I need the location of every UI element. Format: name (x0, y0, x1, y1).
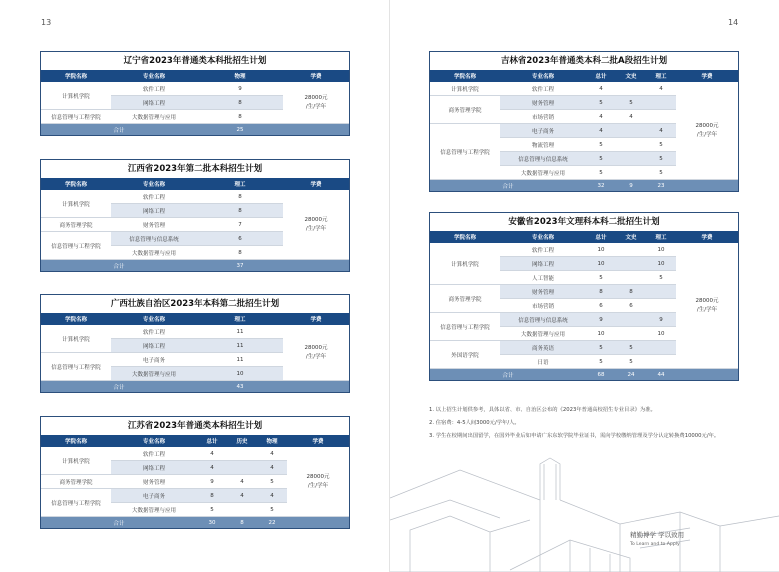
value-cell: 4 (227, 489, 257, 503)
major-cell: 大数据管理与应用 (111, 367, 197, 381)
value-cell (646, 355, 676, 369)
tuition-cell: 28000元 /生/学年 (283, 325, 349, 381)
value-cell: 8 (197, 489, 227, 503)
total-label: 合计 (430, 180, 586, 192)
value-cell: 8 (197, 110, 283, 124)
header-tuition: 学费 (287, 435, 349, 447)
value-cell: 10 (646, 257, 676, 271)
header-science: 理工 (197, 178, 283, 190)
college-cell: 信息管理与工程学院 (430, 124, 500, 180)
header-science: 理工 (197, 313, 283, 325)
value-cell: 5 (586, 355, 616, 369)
total-value: 8 (227, 517, 257, 529)
value-cell (616, 327, 646, 341)
college-cell: 计算机学院 (41, 190, 111, 218)
major-cell: 信息管理与信息系统 (500, 152, 586, 166)
table-jiangxi (40, 159, 350, 272)
major-cell: 市场营销 (500, 110, 586, 124)
header-college: 学院名称 (41, 313, 111, 325)
value-cell: 5 (646, 138, 676, 152)
major-cell: 信息管理与信息系统 (500, 313, 586, 327)
header-major: 专业名称 (111, 435, 197, 447)
value-cell: 5 (197, 503, 227, 517)
header-major: 专业名称 (500, 231, 586, 243)
note-2: 2. 住宿费：4-5人间3000元/学年/人。 (429, 420, 520, 426)
header-major: 专业名称 (500, 70, 586, 82)
table-jilin (429, 51, 739, 192)
major-cell: 信息管理与信息系统 (111, 232, 197, 246)
tuition-cell: 28000元 /生/学年 (283, 82, 349, 124)
major-cell: 网络工程 (111, 339, 197, 353)
value-cell: 4 (197, 447, 227, 461)
header-total: 总计 (586, 70, 616, 82)
total-row (430, 180, 738, 192)
total-value: 68 (586, 369, 616, 381)
college-cell: 外国语学院 (430, 341, 500, 369)
header-tuition: 学费 (283, 70, 349, 82)
college-cell: 商务管理学院 (41, 475, 111, 489)
major-cell: 软件工程 (500, 82, 586, 96)
value-cell: 11 (197, 339, 283, 353)
total-row (430, 369, 738, 381)
table-liaoning (40, 51, 350, 136)
header-science: 理工 (646, 231, 676, 243)
header-college: 学院名称 (430, 231, 500, 243)
total-row (41, 381, 349, 393)
tuition-cell: 28000元 /生/学年 (287, 447, 349, 517)
header-major: 专业名称 (111, 70, 197, 82)
header-arts: 文史 (616, 70, 646, 82)
value-cell: 4 (257, 461, 287, 475)
total-value: 9 (616, 180, 646, 192)
total-value: 22 (257, 517, 287, 529)
school-motto-english: To Learn and to Apply (630, 542, 680, 547)
header-tuition: 学费 (283, 313, 349, 325)
value-cell: 8 (586, 285, 616, 299)
total-label: 合计 (41, 260, 197, 272)
value-cell (227, 461, 257, 475)
value-cell: 11 (197, 325, 283, 339)
value-cell: 5 (616, 355, 646, 369)
table-row (41, 82, 349, 96)
table-guangxi (40, 294, 350, 393)
major-cell: 大数据管理与应用 (500, 166, 586, 180)
header-college: 学院名称 (41, 178, 111, 190)
value-cell (616, 243, 646, 257)
value-cell (646, 285, 676, 299)
major-cell: 电子商务 (111, 489, 197, 503)
header-history: 历史 (227, 435, 257, 447)
value-cell: 7 (197, 218, 283, 232)
college-cell: 商务管理学院 (430, 96, 500, 124)
total-value: 23 (646, 180, 676, 192)
major-cell: 软件工程 (111, 82, 197, 96)
major-cell: 市场营销 (500, 299, 586, 313)
value-cell: 6 (197, 232, 283, 246)
value-cell (646, 96, 676, 110)
college-cell: 信息管理与工程学院 (430, 313, 500, 341)
value-cell: 4 (586, 110, 616, 124)
total-value: 37 (197, 260, 283, 272)
value-cell (616, 313, 646, 327)
value-cell: 9 (197, 475, 227, 489)
total-label: 合计 (430, 369, 586, 381)
header-arts: 文史 (616, 231, 646, 243)
major-cell: 软件工程 (500, 243, 586, 257)
note-1: 1. 以上招生计划供参考，具体以省、市、自治区公布的《2023年普通高校招生专业目录》为准。 (429, 407, 656, 413)
college-cell: 计算机学院 (430, 82, 500, 96)
value-cell: 8 (197, 204, 283, 218)
header-college: 学院名称 (41, 70, 111, 82)
total-label: 合计 (41, 381, 197, 393)
value-cell: 4 (616, 110, 646, 124)
major-cell: 网络工程 (111, 204, 197, 218)
header-science: 理工 (646, 70, 676, 82)
table-title: 广西壮族自治区2023年本科第二批招生计划 (110, 299, 280, 309)
table-title: 安徽省2023年文理科本科二批招生计划 (508, 217, 660, 227)
table-title: 辽宁省2023年普通类本科批招生计划 (123, 56, 267, 66)
value-cell: 5 (586, 341, 616, 355)
value-cell: 4 (586, 124, 616, 138)
total-value: 25 (197, 124, 283, 136)
college-cell: 信息管理与工程学院 (41, 489, 111, 517)
major-cell: 日语 (500, 355, 586, 369)
total-value: 30 (197, 517, 227, 529)
tuition-cell: 28000元 /生/学年 (676, 243, 738, 369)
total-value: 44 (646, 369, 676, 381)
major-cell: 财务管理 (111, 475, 197, 489)
value-cell: 10 (586, 327, 616, 341)
header-tuition: 学费 (676, 231, 738, 243)
total-label: 合计 (41, 124, 197, 136)
header-college: 学院名称 (41, 435, 111, 447)
value-cell (616, 82, 646, 96)
value-cell (227, 503, 257, 517)
value-cell: 5 (586, 152, 616, 166)
value-cell: 5 (257, 503, 287, 517)
major-cell: 软件工程 (111, 447, 197, 461)
major-cell: 大数据管理与应用 (500, 327, 586, 341)
header-physics: 物理 (257, 435, 287, 447)
value-cell: 8 (197, 96, 283, 110)
total-label: 合计 (41, 517, 197, 529)
table-title: 江西省2023年第二批本科招生计划 (127, 164, 263, 174)
table-row (41, 325, 349, 339)
college-cell: 商务管理学院 (41, 218, 111, 232)
value-cell: 5 (586, 271, 616, 285)
page-number-right: 14 (728, 18, 739, 27)
value-cell: 4 (646, 82, 676, 96)
table-title: 吉林省2023年普通类本科二批A段招生计划 (500, 56, 668, 66)
major-cell: 网络工程 (111, 461, 197, 475)
value-cell (227, 447, 257, 461)
table-title: 江苏省2023年普通类本科招生计划 (127, 421, 263, 431)
major-cell: 财务管理 (500, 96, 586, 110)
major-cell: 大数据管理与应用 (111, 110, 197, 124)
value-cell: 5 (586, 96, 616, 110)
college-cell: 计算机学院 (430, 243, 500, 285)
tuition-cell: 28000元 /生/学年 (676, 82, 738, 180)
value-cell: 6 (616, 299, 646, 313)
college-cell: 商务管理学院 (430, 285, 500, 313)
college-cell: 信息管理与工程学院 (41, 110, 111, 124)
value-cell (616, 257, 646, 271)
value-cell: 10 (586, 257, 616, 271)
table-row (430, 82, 738, 96)
header-major: 专业名称 (111, 313, 197, 325)
school-motto: 精勤博学 学以致用 (630, 531, 685, 539)
value-cell: 5 (616, 96, 646, 110)
major-cell: 人工智能 (500, 271, 586, 285)
major-cell: 软件工程 (111, 190, 197, 204)
page-number-left: 13 (41, 18, 52, 27)
value-cell (646, 341, 676, 355)
header-total: 总计 (197, 435, 227, 447)
table-row (41, 447, 349, 461)
total-row (41, 517, 349, 529)
value-cell: 5 (646, 166, 676, 180)
major-cell: 电子商务 (111, 353, 197, 367)
table-anhui (429, 212, 739, 381)
value-cell: 8 (197, 190, 283, 204)
college-cell: 计算机学院 (41, 325, 111, 353)
value-cell: 9 (586, 313, 616, 327)
college-cell: 信息管理与工程学院 (41, 353, 111, 381)
table-row (430, 243, 738, 257)
table-row (41, 190, 349, 204)
value-cell (646, 299, 676, 313)
value-cell: 9 (197, 82, 283, 96)
major-cell: 财务管理 (500, 285, 586, 299)
table-jiangsu (40, 416, 350, 529)
header-tuition: 学费 (283, 178, 349, 190)
major-cell: 电子商务 (500, 124, 586, 138)
major-cell: 财务管理 (111, 218, 197, 232)
value-cell: 4 (197, 461, 227, 475)
value-cell (646, 110, 676, 124)
college-cell: 计算机学院 (41, 447, 111, 475)
value-cell: 4 (257, 489, 287, 503)
value-cell (616, 166, 646, 180)
value-cell: 5 (257, 475, 287, 489)
notes-section (429, 404, 759, 443)
value-cell: 9 (646, 313, 676, 327)
value-cell: 8 (197, 246, 283, 260)
value-cell: 4 (646, 124, 676, 138)
value-cell: 10 (646, 327, 676, 341)
value-cell (616, 152, 646, 166)
major-cell: 网络工程 (111, 96, 197, 110)
value-cell: 10 (646, 243, 676, 257)
tuition-cell: 28000元 /生/学年 (283, 190, 349, 260)
value-cell (616, 271, 646, 285)
campus-building-sketch (390, 440, 779, 572)
value-cell: 11 (197, 353, 283, 367)
total-value: 43 (197, 381, 283, 393)
total-value: 24 (616, 369, 646, 381)
value-cell: 4 (227, 475, 257, 489)
total-value: 32 (586, 180, 616, 192)
major-cell: 商务英语 (500, 341, 586, 355)
header-physics: 物理 (197, 70, 283, 82)
value-cell: 5 (616, 341, 646, 355)
major-cell: 物流管理 (500, 138, 586, 152)
value-cell (616, 124, 646, 138)
total-row (41, 260, 349, 272)
value-cell: 5 (646, 152, 676, 166)
value-cell: 5 (586, 138, 616, 152)
value-cell: 6 (586, 299, 616, 313)
value-cell: 4 (257, 447, 287, 461)
college-cell: 计算机学院 (41, 82, 111, 110)
value-cell: 4 (586, 82, 616, 96)
value-cell: 10 (586, 243, 616, 257)
note-3: 3. 学生在校期间出国留学，在国外毕业后如申请广东东软学院毕业证书，需向学校缴纳管理及学分认定转换费10000元/年。 (429, 433, 720, 439)
header-tuition: 学费 (676, 70, 738, 82)
major-cell: 网络工程 (500, 257, 586, 271)
value-cell: 8 (616, 285, 646, 299)
value-cell (616, 138, 646, 152)
major-cell: 大数据管理与应用 (111, 503, 197, 517)
value-cell: 10 (197, 367, 283, 381)
header-major: 专业名称 (111, 178, 197, 190)
header-college: 学院名称 (430, 70, 500, 82)
value-cell: 5 (586, 166, 616, 180)
header-total: 总计 (586, 231, 616, 243)
major-cell: 软件工程 (111, 325, 197, 339)
major-cell: 大数据管理与应用 (111, 246, 197, 260)
college-cell: 信息管理与工程学院 (41, 232, 111, 260)
total-row (41, 124, 349, 136)
value-cell: 5 (646, 271, 676, 285)
